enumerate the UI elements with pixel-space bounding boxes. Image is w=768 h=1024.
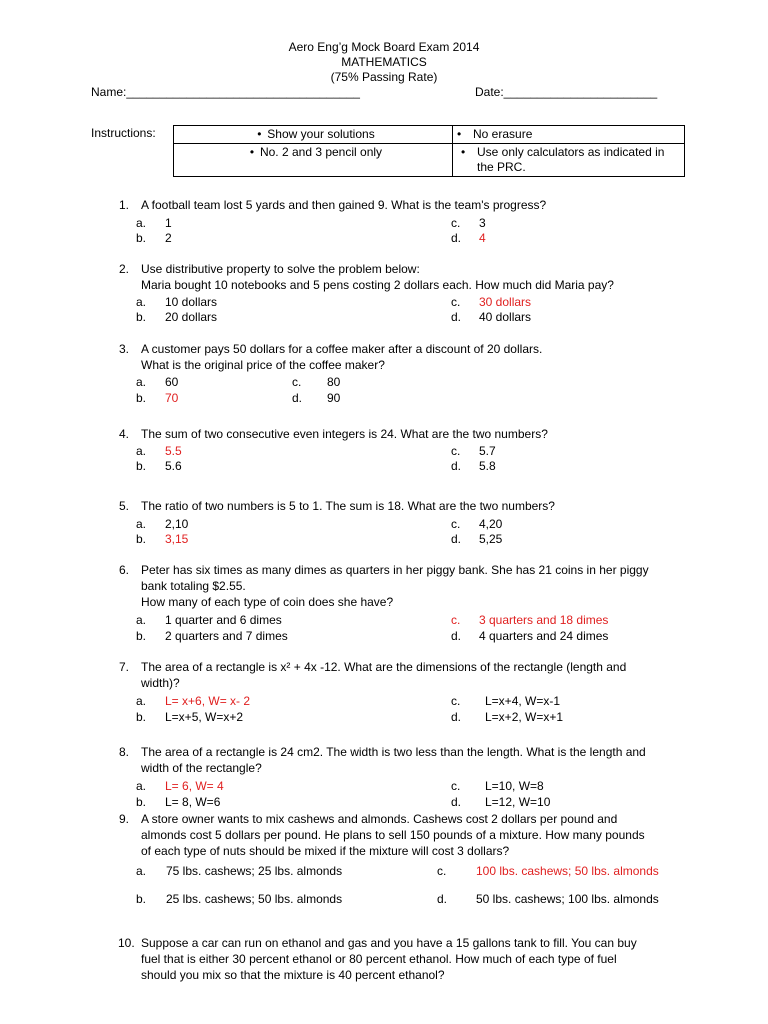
instruction-item: Use only calculators as indicated in the PRC. [477,145,665,174]
answer-option: 80 [327,375,341,389]
instruction-cell [453,144,685,177]
instruction-cell [174,144,453,177]
option-letter: a. [136,694,147,708]
option-letter: b. [136,710,147,724]
option-letter: b. [136,532,147,546]
answer-option: 50 lbs. cashews; 100 lbs. almonds [476,892,659,906]
question-number: 2. [119,262,130,276]
answer-option: L=x+5, W=x+2 [165,710,244,724]
question-number: 5. [119,499,130,513]
option-letter: a. [136,375,147,389]
bullet-icon: • [257,127,262,141]
instruction-cell [174,126,453,144]
question-number: 1. [119,198,130,212]
option-letter: a. [136,779,147,793]
instructions-label: Instructions: [91,126,156,140]
correct-answer-option: 5.5 [165,444,182,458]
option-letter: a. [136,864,147,878]
answer-option: 20 dollars [165,310,218,324]
answer-option: 1 quarter and 6 dimes [165,613,282,627]
correct-answer-option: 4 [479,231,486,245]
option-letter: a. [136,444,147,458]
question-text: The sum of two consecutive even integers is 24. What are the two numbers? [141,427,548,441]
question-number: 4. [119,427,130,441]
option-letter: b. [136,231,147,245]
question-text: Peter has six times as many dimes as quarters in her piggy bank. She has 21 coins in her piggy [141,563,649,577]
correct-answer-option: L= x+6, W= x- 2 [165,694,251,708]
question-number: 7. [119,660,130,674]
instruction-item: No erasure [473,127,533,141]
option-letter: a. [136,216,147,230]
question-text: The ratio of two numbers is 5 to 1. The sum is 18. What are the two numbers? [141,499,555,513]
answer-option: L=12, W=10 [485,795,551,809]
option-letter: b. [136,795,147,809]
exam-title: Aero Eng’g Mock Board Exam 2014 [288,40,480,54]
instruction-item: No. 2 and 3 pencil only [259,145,383,159]
question-text: A football team lost 5 yards and then gained 9. What is the team's progress? [141,198,547,212]
option-letter: d. [451,795,462,809]
question-text: A customer pays 50 dollars for a coffee maker after a discount of 20 dollars. [141,342,543,356]
instructions-table [173,125,685,177]
question-text: almonds cost 5 dollars per pound. He plans to sell 150 pounds of a mixture. How many pounds [141,828,645,842]
question-text: should you mix so that the mixture is 40 percent ethanol? [141,968,445,982]
answer-option: 5.8 [479,459,496,473]
passing-rate: (75% Passing Rate) [330,70,438,84]
correct-answer-option: 3,15 [165,532,189,546]
option-letter: d. [451,629,462,643]
option-letter: d. [451,532,462,546]
answer-option: 90 [327,391,341,405]
correct-answer-option: L= 6, W= 4 [165,779,224,793]
answer-option: 4,20 [479,517,503,531]
question-text: fuel that is either 30 percent ethanol or 80 percent ethanol. How much of each type of fuel [141,952,617,966]
question-text: What is the original price of the coffee maker? [141,358,385,372]
question-number: 10. [118,936,135,950]
question-number: 3. [119,342,130,356]
date-field-label: Date:_______________________ [475,85,658,99]
answer-option: 5.6 [165,459,182,473]
answer-option: 5,25 [479,532,503,546]
bullet-icon: • [249,145,255,159]
name-field-label: Name:___________________________________ [91,85,360,99]
option-letter: b. [136,892,147,906]
instruction-item: Show your solutions [267,127,375,141]
answer-option: L=x+2, W=x+1 [485,710,564,724]
question-number: 8. [119,745,130,759]
option-letter: c. [451,295,461,309]
answer-option: 4 quarters and 24 dimes [479,629,609,643]
answer-option: 2 [165,231,172,245]
option-letter: c. [451,444,461,458]
question-text: A store owner wants to mix cashews and almonds. Cashews cost 2 dollars per pound and [141,812,618,826]
question-text: How many of each type of coin does she have? [141,595,394,609]
answer-option: 3 [479,216,486,230]
correct-answer-option: 100 lbs. cashews; 50 lbs. almonds [476,864,659,878]
option-letter: c. [451,517,461,531]
option-letter: c. [451,779,461,793]
question-text: The area of a rectangle is x² + 4x -12. What are the dimensions of the rectangle (length and [141,660,627,674]
question-text: bank totaling $2.55. [141,579,246,593]
question-text: The area of a rectangle is 24 cm2. The width is two less than the length. What is the length and [141,745,646,759]
option-letter: b. [136,310,147,324]
option-letter: c. [451,216,461,230]
option-letter: d. [437,892,448,906]
option-letter: c. [292,375,302,389]
option-letter: c. [451,613,461,627]
option-letter: d. [292,391,303,405]
answer-option: 2,10 [165,517,189,531]
answer-option: 1 [165,216,172,230]
answer-option: 75 lbs. cashews; 25 lbs. almonds [166,864,343,878]
bullet-icon: • [457,127,462,141]
option-letter: d. [451,710,462,724]
answer-option: L= 8, W=6 [165,795,221,809]
correct-answer-option: 30 dollars [479,295,532,309]
answer-option: L=10, W=8 [485,779,544,793]
answer-option: 5.7 [479,444,496,458]
bullet-icon: • [461,145,466,159]
option-letter: b. [136,629,147,643]
option-letter: a. [136,613,147,627]
answer-option: 60 [165,375,179,389]
question-text: width of the rectangle? [141,761,262,775]
answer-option: 2 quarters and 7 dimes [165,629,288,643]
question-number: 6. [119,563,130,577]
option-letter: c. [451,694,461,708]
option-letter: d. [451,231,462,245]
question-text: width)? [141,676,180,690]
answer-option: 25 lbs. cashews; 50 lbs. almonds [166,892,343,906]
answer-option: 10 dollars [165,295,218,309]
instruction-cell [453,126,685,144]
option-letter: b. [136,459,147,473]
correct-answer-option: 3 quarters and 18 dimes [479,613,609,627]
option-letter: d. [451,459,462,473]
option-letter: d. [451,310,462,324]
option-letter: a. [136,517,147,531]
exam-subject: MATHEMATICS [341,55,427,69]
correct-answer-option: 70 [165,391,179,405]
question-text: Suppose a car can run on ethanol and gas and you have a 15 gallons tank to fill. You can buy [141,936,637,950]
answer-option: 40 dollars [479,310,532,324]
option-letter: b. [136,391,147,405]
question-text: Use distributive property to solve the problem below: [141,262,420,276]
question-text: of each type of nuts should be mixed if the mixture will cost 3 dollars? [141,844,510,858]
option-letter: a. [136,295,147,309]
question-number: 9. [119,812,130,826]
question-text: Maria bought 10 notebooks and 5 pens costing 2 dollars each. How much did Maria pay? [141,278,614,292]
option-letter: c. [437,864,447,878]
answer-option: L=x+4, W=x-1 [485,694,561,708]
